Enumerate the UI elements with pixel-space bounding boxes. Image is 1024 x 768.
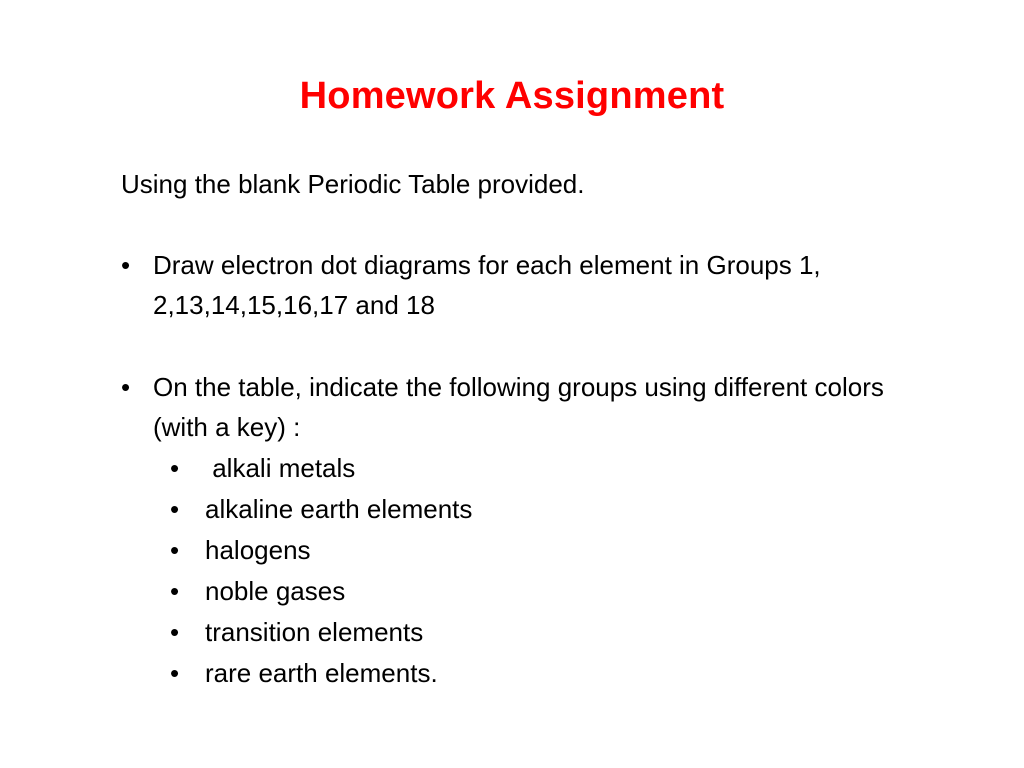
bullet-marker: •: [170, 535, 180, 565]
slide-title: Homework Assignment: [299, 75, 725, 117]
list-item: [170, 448, 472, 489]
list-item: [170, 653, 472, 694]
bullet-marker: •: [121, 250, 131, 280]
bullet-marker: •: [170, 576, 180, 606]
bullet-item: [121, 245, 941, 325]
list-item-text: alkali metals: [205, 453, 356, 483]
list-item-text: halogens: [205, 535, 311, 565]
bullet-marker: •: [170, 617, 180, 647]
bullet-marker: •: [121, 372, 131, 402]
list-item-text: noble gases: [205, 576, 346, 606]
bullet-marker: •: [170, 453, 180, 483]
bullet-text: On the table, indicate the following groups using different colors (with a key) :: [153, 372, 884, 442]
bullet-item: [121, 367, 941, 447]
list-item: [170, 612, 472, 653]
bullet-marker: •: [170, 494, 180, 524]
list-item: [170, 489, 472, 530]
list-item: [170, 571, 472, 612]
list-item: [170, 530, 472, 571]
group-list: [170, 448, 472, 694]
bullet-marker: •: [170, 658, 180, 688]
list-item-text: alkaline earth elements: [205, 494, 473, 524]
intro-text: Using the blank Periodic Table provided.: [121, 169, 585, 199]
list-item-text: transition elements: [205, 617, 424, 647]
list-item-text: rare earth elements.: [205, 658, 438, 688]
bullet-text: Draw electron dot diagrams for each element in Groups 1, 2,13,14,15,16,17 and 18: [153, 250, 821, 320]
